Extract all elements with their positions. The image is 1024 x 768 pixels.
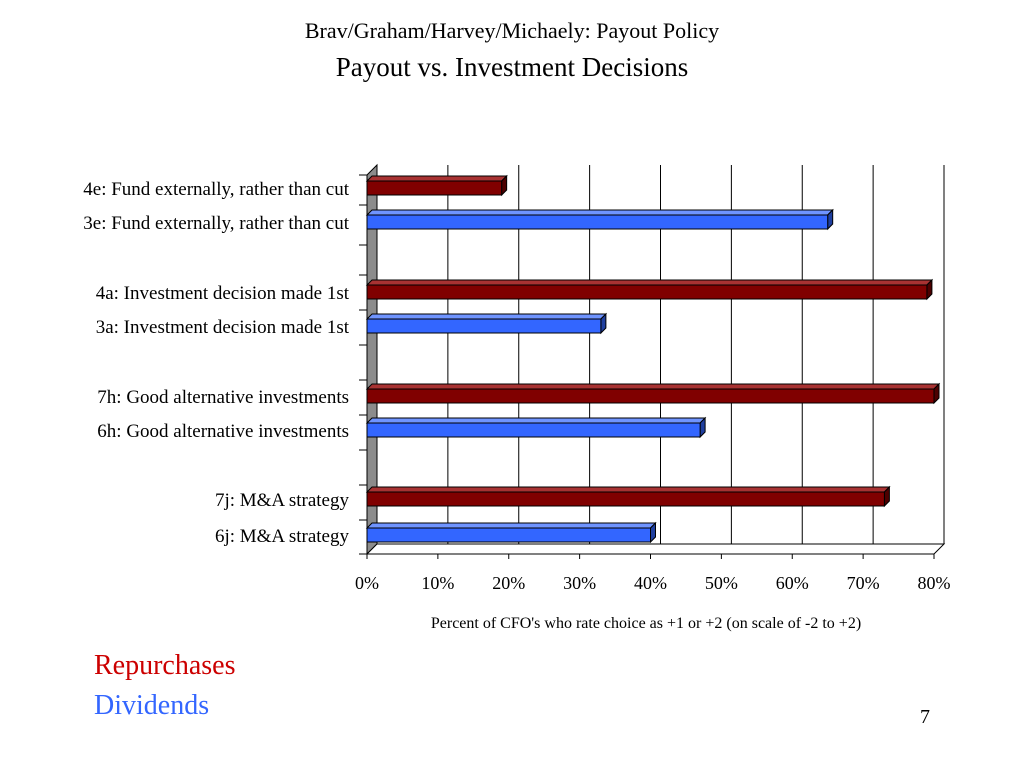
bar-top-face [367, 176, 507, 181]
bar-repurchases [367, 389, 934, 403]
bar-dividends [367, 423, 700, 437]
bar-top-face [367, 487, 889, 492]
x-tick-label: 60% [775, 573, 809, 593]
category-label: 7h: Good alternative investments [97, 387, 349, 408]
x-tick-label: 30% [563, 573, 597, 593]
category-label: 4e: Fund externally, rather than cut [83, 179, 349, 200]
bar-top-face [367, 418, 705, 423]
category-label: 7j: M&A strategy [214, 490, 349, 511]
bar-dividends [367, 319, 601, 333]
x-tick-label: 10% [421, 573, 455, 593]
x-tick-label: 70% [846, 573, 880, 593]
x-tick-label: 50% [704, 573, 738, 593]
x-tick-label: 40% [634, 573, 667, 593]
x-tick-label: 20% [492, 573, 526, 593]
slide-subtitle: Brav/Graham/Harvey/Michaely: Payout Policy [304, 18, 720, 43]
bar-top-face [367, 280, 932, 285]
chart-floor [367, 544, 944, 554]
bar-top-face [367, 314, 606, 319]
x-axis-label: Percent of CFO's who rate choice as +1 or +2 (on scale of -2 to +2) [430, 615, 862, 632]
legend-repurchases: Repurchases [94, 650, 236, 681]
x-tick-label: 80% [917, 573, 951, 593]
bar-dividends [367, 528, 651, 542]
bar-repurchases [367, 285, 927, 299]
legend-dividends: Dividends [94, 690, 210, 721]
x-tick-label: 0% [355, 573, 379, 593]
bar-dividends [367, 215, 828, 229]
bar-repurchases [367, 492, 884, 506]
page-number: 7 [920, 706, 930, 728]
category-label: 6j: M&A strategy [214, 526, 349, 547]
bar-top-face [367, 210, 833, 215]
bar-top-face [367, 384, 939, 389]
category-label: 3a: Investment decision made 1st [95, 317, 349, 338]
slide-title: Payout vs. Investment Decisions [335, 52, 689, 82]
category-label: 4a: Investment decision made 1st [95, 283, 349, 304]
category-label: 6h: Good alternative investments [97, 421, 349, 442]
category-label: 3e: Fund externally, rather than cut [83, 213, 349, 234]
bar-repurchases [367, 181, 502, 195]
bar-top-face [367, 523, 656, 528]
